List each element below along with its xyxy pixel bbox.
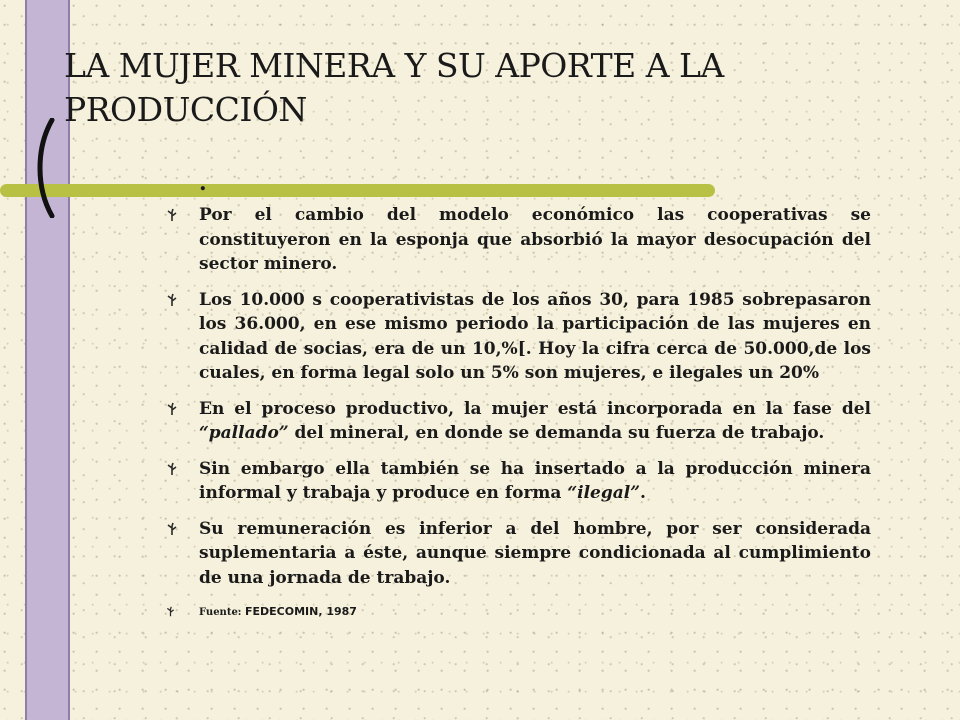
sprout-bullet-icon bbox=[165, 402, 179, 416]
list-item bbox=[165, 203, 871, 277]
list-item bbox=[165, 397, 871, 446]
list-item bbox=[165, 517, 871, 591]
title-underline-bar bbox=[0, 184, 715, 197]
pallado-term: “pallado” bbox=[199, 423, 289, 443]
list-item-text: Su remuneración es inferior a del hombre, por ser considerada suplementaria a éste, aunque siempre condicionada al cumplimiento de una jornada de trabajo. bbox=[199, 518, 871, 588]
list-item-text: Los 10.000 s cooperativistas de los años 30, para 1985 sobrepasaron los 36.000, en ese mismo periodo la participación de las mujeres en calidad de socias, era de un 10,%[. Hoy la cifra cerca de 50.000,de los cuales, en forma legal solo un 5% son mujeres, e ilegales un 20% bbox=[199, 289, 871, 383]
sprout-bullet-icon bbox=[165, 208, 179, 222]
lead-bullet: . bbox=[199, 170, 207, 196]
list-item-text: . bbox=[640, 483, 646, 503]
bullet-list bbox=[165, 203, 871, 621]
list-item-text: del mineral, en donde se demanda su fuerza de trabajo. bbox=[288, 423, 825, 443]
sprout-bullet-icon bbox=[165, 462, 179, 476]
slide-title: LA MUJER MINERA Y SU APORTE A LA PRODUCCIÓN bbox=[64, 46, 724, 129]
sprout-bullet-icon bbox=[165, 522, 179, 536]
sprout-bullet-icon bbox=[165, 293, 179, 307]
source-label: Fuente: bbox=[199, 607, 242, 618]
bracket-ornament bbox=[30, 118, 60, 218]
sprout-bullet-icon bbox=[165, 606, 176, 617]
ilegal-term: “ilegal” bbox=[567, 483, 641, 503]
source-org: FEDECOMIN, 1987 bbox=[245, 605, 357, 618]
list-item bbox=[165, 457, 871, 506]
list-item-text: En el proceso productivo, la mujer está incorporada en la fase del bbox=[199, 398, 871, 419]
list-item-text: Sin embargo ella también se ha insertado a la producción minera informal y trabaja y produce en forma bbox=[199, 458, 871, 503]
list-item-text: Por el cambio del modelo económico las cooperativas se constituyeron en la esponja que absorbió la mayor desocupación del sector minero. bbox=[199, 205, 871, 274]
source-note bbox=[165, 604, 871, 621]
list-item bbox=[165, 288, 871, 386]
